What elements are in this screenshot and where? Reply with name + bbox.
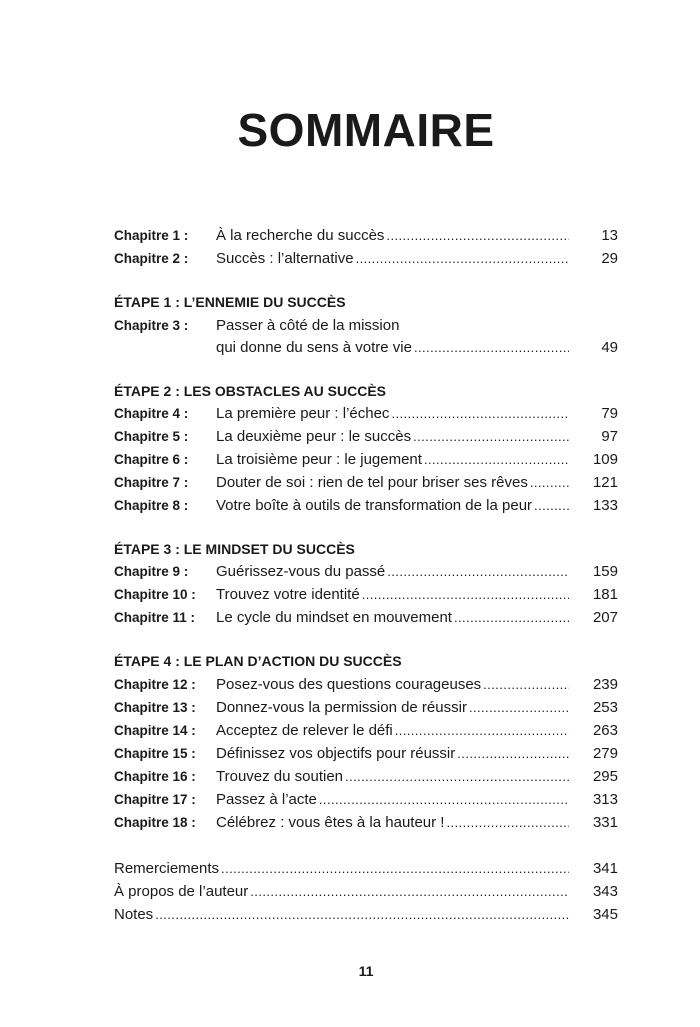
entry-title: Notes . . . (114, 904, 569, 926)
toc-entry (114, 248, 618, 270)
entry-page-number: 159 (592, 563, 618, 580)
chapter-label: Chapitre 6 : (114, 452, 189, 467)
entry-title: Donnez-vous la permission de réussir . . . (216, 697, 569, 719)
entry-page-number: 341 (592, 860, 618, 877)
chapter-label: Chapitre 11 : (114, 610, 196, 625)
entry-page-number: 279 (592, 745, 618, 762)
entry-title: Passer à côté de la mission (216, 317, 400, 334)
entry-page-number: 253 (592, 699, 618, 716)
entry-title: Célébrez : vous êtes à la hauteur ! . . . (216, 812, 569, 834)
entry-page-number: 133 (592, 497, 618, 514)
entry-title: Posez-vous des questions courageuses . . . (216, 674, 569, 696)
entry-page-number: 181 (592, 586, 618, 603)
entry-title: Guérissez-vous du passé . . . (216, 561, 569, 583)
entry-title: La première peur : l’échec . . . (216, 403, 569, 425)
entry-page-number: 295 (592, 768, 618, 785)
toc-entry (114, 789, 618, 811)
toc-entry (114, 812, 618, 834)
toc-entry (114, 858, 618, 880)
toc-entry (114, 403, 618, 425)
entry-page-number: 207 (592, 609, 618, 626)
chapter-label: Chapitre 8 : (114, 498, 189, 513)
toc-entry (114, 472, 618, 494)
toc-entry (114, 426, 618, 448)
entry-page-number: 13 (601, 227, 618, 244)
chapter-label: Chapitre 9 : (114, 564, 189, 579)
toc-entry (114, 697, 618, 719)
toc-entry (114, 584, 618, 606)
entry-page-number: 121 (592, 474, 618, 491)
chapter-label: Chapitre 13 : (114, 700, 196, 715)
entry-title: Passez à l’acte . . . (216, 789, 569, 811)
entry-title: Trouvez du soutien . . . (216, 766, 569, 788)
section-heading: ÉTAPE 2 : LES OBSTACLES AU SUCCÈS (114, 383, 386, 399)
toc-entry (114, 881, 618, 903)
chapter-label: Chapitre 16 : (114, 769, 196, 784)
entry-page-number: 239 (592, 676, 618, 693)
entry-title: La troisième peur : le jugement . . . (216, 449, 569, 471)
section-heading: ÉTAPE 3 : LE MINDSET DU SUCCÈS (114, 541, 355, 557)
chapter-label: Chapitre 17 : (114, 792, 196, 807)
entry-title: Acceptez de relever le défi . . . (216, 720, 569, 742)
chapter-label: Chapitre 5 : (114, 429, 189, 444)
toc-entry (114, 743, 618, 765)
entry-title: qui donne du sens à votre vie . . . (216, 337, 569, 359)
toc-entry (114, 495, 618, 517)
toc-entry (114, 315, 618, 337)
section-heading: ÉTAPE 1 : L’ENNEMIE DU SUCCÈS (114, 294, 346, 310)
chapter-label: Chapitre 4 : (114, 406, 189, 421)
toc-entry (114, 720, 618, 742)
entry-page-number: 345 (592, 906, 618, 923)
entry-title: Votre boîte à outils de transformation de la peur . . . (216, 495, 569, 517)
entry-page-number: 49 (601, 339, 618, 356)
toc-entry (114, 337, 618, 359)
toc-entry (114, 449, 618, 471)
toc-entry (114, 561, 618, 583)
page-title: SOMMAIRE (237, 104, 495, 156)
entry-title: Succès : l’alternative . . . (216, 248, 569, 270)
entry-title: À propos de l’auteur . . . (114, 881, 569, 903)
chapter-label: Chapitre 14 : (114, 723, 196, 738)
entry-title: Trouvez votre identité . . . (216, 584, 569, 606)
toc-entry (114, 225, 618, 247)
chapter-label: Chapitre 15 : (114, 746, 196, 761)
entry-page-number: 97 (601, 428, 618, 445)
entry-title: Remerciements . . . (114, 858, 569, 880)
toc-entry (114, 766, 618, 788)
entry-title: Douter de soi : rien de tel pour briser ses rêves . . . (216, 472, 569, 494)
entry-page-number: 343 (592, 883, 618, 900)
chapter-label: Chapitre 2 : (114, 251, 189, 266)
entry-page-number: 313 (592, 791, 618, 808)
page-number: 11 (358, 963, 374, 979)
entry-title: Le cycle du mindset en mouvement . . . (216, 607, 569, 629)
entry-page-number: 109 (592, 451, 618, 468)
entry-title: À la recherche du succès . . . (216, 225, 569, 247)
entry-page-number: 29 (601, 250, 618, 267)
toc-entry (114, 674, 618, 696)
toc-entry (114, 607, 618, 629)
chapter-label: Chapitre 10 : (114, 587, 196, 602)
entry-title: Définissez vos objectifs pour réussir . . . (216, 743, 569, 765)
chapter-label: Chapitre 18 : (114, 815, 196, 830)
entry-title: La deuxième peur : le succès . . . (216, 426, 569, 448)
entry-page-number: 331 (592, 814, 618, 831)
entry-page-number: 263 (592, 722, 618, 739)
chapter-label: Chapitre 1 : (114, 228, 189, 243)
section-heading: ÉTAPE 4 : LE PLAN D’ACTION DU SUCCÈS (114, 653, 402, 669)
chapter-label: Chapitre 3 : (114, 318, 189, 333)
chapter-label: Chapitre 12 : (114, 677, 196, 692)
toc-entry (114, 904, 618, 926)
entry-page-number: 79 (601, 405, 618, 422)
chapter-label: Chapitre 7 : (114, 475, 189, 490)
